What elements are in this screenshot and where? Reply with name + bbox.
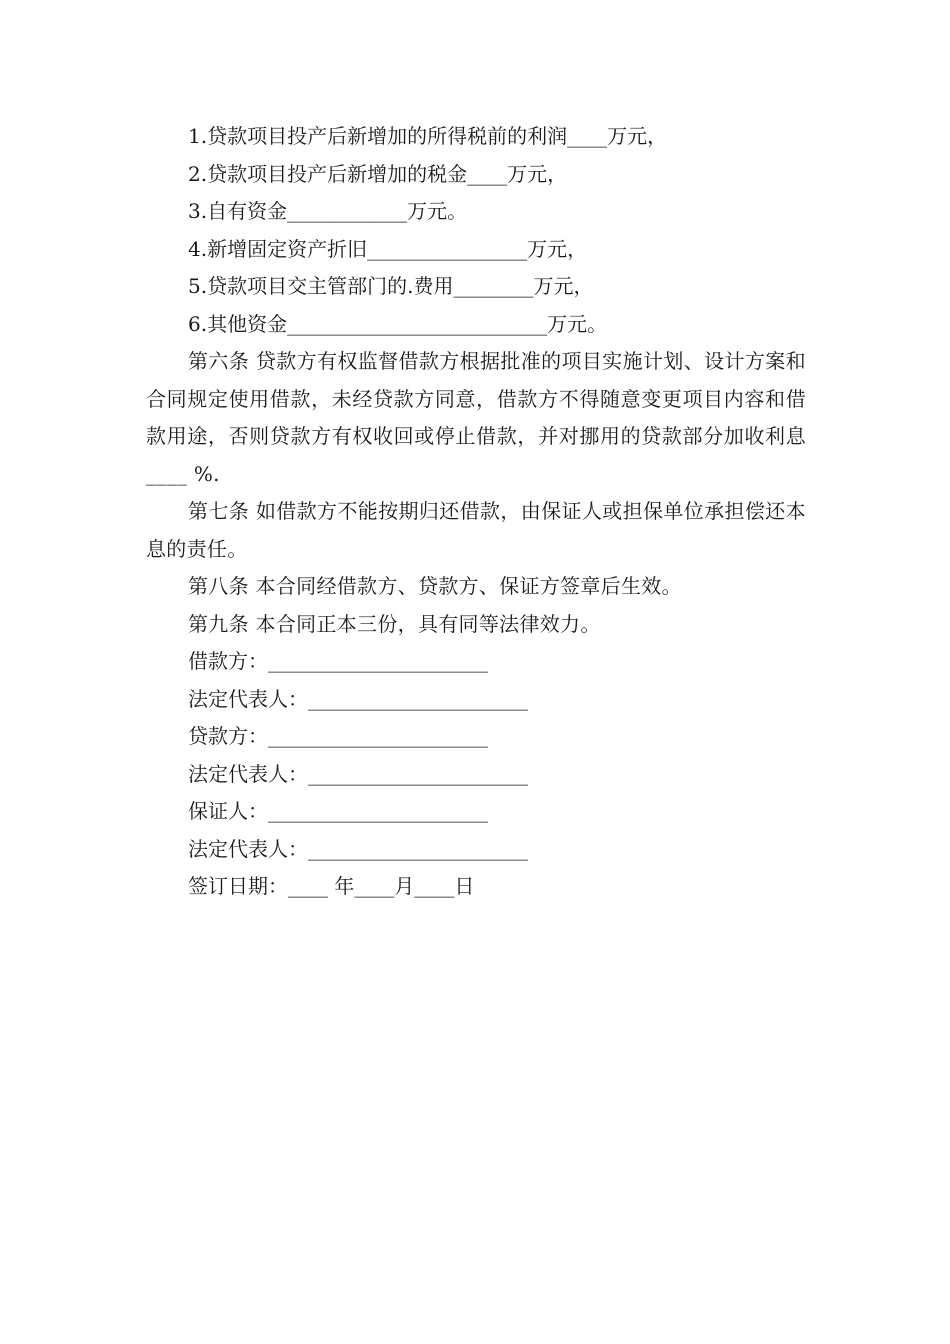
item-profit: 1.贷款项目投产后新增加的所得税前的利润____万元， [188, 124, 668, 148]
document-body [146, 118, 806, 906]
signature-guarantor-representative: 法定代表人：______________________ [188, 836, 528, 861]
signature-guarantor: 保证人：______________________ [188, 799, 488, 823]
item-own-funds: 3.自有资金____________万元。 [188, 199, 468, 223]
item-fees: 5.贷款项目交主管部门的.费用________万元， [188, 274, 594, 298]
signature-borrower-representative: 法定代表人：______________________ [188, 686, 528, 711]
article-8: 第八条 本合同经借款方、贷款方、保证方签章后生效。 [188, 574, 682, 598]
item-depreciation: 4.新增固定资产折旧________________万元， [188, 236, 588, 261]
signature-lender-representative: 法定代表人：______________________ [188, 761, 528, 786]
article-7: 第七条 如借款方不能按期归还借款，由保证人或担保单位承担偿还本息的责任。 [146, 499, 806, 561]
signing-date: 签订日期：____ 年____月____日 [188, 874, 475, 898]
article-6: 第六条 贷款方有权监督借款方根据批准的项目实施计划、设计方案和合同规定使用借款，未经贷款方同意，借款方不得随意变更项目内容和借款用途，否则贷款方有权收回或停止借款，并对挪用的贷款部分加收利息____ %. [146, 349, 806, 486]
signature-lender: 贷款方：______________________ [188, 724, 488, 748]
signature-borrower: 借款方：______________________ [188, 649, 488, 673]
item-other-funds: 6.其他资金__________________________万元。 [188, 311, 608, 336]
item-tax: 2.贷款项目投产后新增加的税金____万元， [188, 161, 568, 186]
article-9: 第九条 本合同正本三份，具有同等法律效力。 [188, 611, 601, 636]
